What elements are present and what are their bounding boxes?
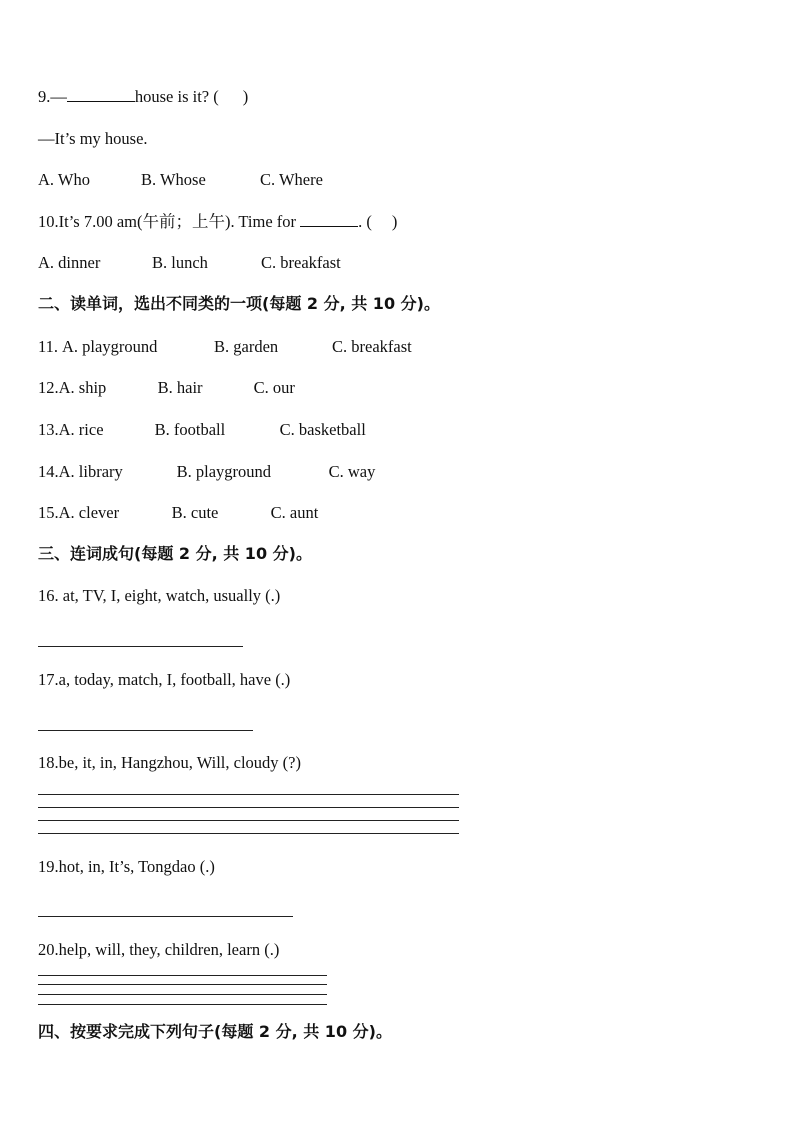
q10-option-b[interactable]: B. lunch xyxy=(152,253,208,272)
question-13 xyxy=(38,420,366,440)
question-18: 18.be, it, in, Hangzhou, Will, cloudy (?) xyxy=(38,753,301,772)
q13-option-b[interactable]: B. football xyxy=(154,420,226,439)
q9-option-c[interactable]: C. Where xyxy=(260,170,323,189)
q9-text: house is it? ( xyxy=(134,87,219,106)
q11-option-c[interactable]: C. breakfast xyxy=(332,337,412,356)
q12-option-a[interactable]: A. ship xyxy=(58,378,107,397)
section-3-title: 三、连词成句(每题 2 分, 共 10 分)。 xyxy=(38,544,312,563)
q20-answer-line[interactable] xyxy=(38,994,327,995)
section-4-title: 四、按要求完成下列句子(每题 2 分, 共 10 分)。 xyxy=(38,1022,392,1041)
q9-response: —It’s my house. xyxy=(38,129,148,148)
question-14 xyxy=(38,462,375,482)
q18-answer-line[interactable] xyxy=(38,807,459,808)
q9-option-b[interactable]: B. Whose xyxy=(141,170,206,189)
q11-number: 11. xyxy=(38,337,59,356)
q20-answer-line[interactable] xyxy=(38,984,327,985)
q10-text: 10.It’s 7.00 am(午前；上午). Time for xyxy=(38,212,297,231)
q19-answer-line[interactable] xyxy=(38,916,293,917)
q12-option-c[interactable]: C. our xyxy=(253,378,295,397)
section-2-title: 二、读单词，选出不同类的一项(每题 2 分, 共 10 分)。 xyxy=(38,294,440,313)
question-11 xyxy=(38,337,412,357)
q18-answer-line[interactable] xyxy=(38,833,459,834)
q15-number: 15. xyxy=(38,503,59,522)
q9-number: 9.— xyxy=(38,87,67,106)
q9-option-a[interactable]: A. Who xyxy=(38,170,90,189)
question-9 xyxy=(38,87,248,107)
q18-answer-line[interactable] xyxy=(38,794,459,795)
q16-answer-line[interactable] xyxy=(38,646,243,647)
q14-option-b[interactable]: B. playground xyxy=(176,462,272,481)
q10-tail: . ( xyxy=(358,212,372,231)
q13-option-a[interactable]: A. rice xyxy=(58,420,104,439)
q13-option-c[interactable]: C. basketball xyxy=(279,420,366,439)
q10-answer-blank[interactable] xyxy=(300,212,358,227)
q12-number: 12. xyxy=(38,378,59,397)
question-20: 20.help, will, they, children, learn (.) xyxy=(38,940,280,959)
q10-options xyxy=(38,253,341,273)
question-15 xyxy=(38,503,318,523)
question-17: 17.a, today, match, I, football, have (.) xyxy=(38,670,291,689)
q15-option-a[interactable]: A. clever xyxy=(58,503,120,522)
q14-number: 14. xyxy=(38,462,59,481)
q15-option-b[interactable]: B. cute xyxy=(171,503,219,522)
q14-option-a[interactable]: A. library xyxy=(58,462,123,481)
q20-answer-line[interactable] xyxy=(38,1004,327,1005)
question-16: 16. at, TV, I, eight, watch, usually (.) xyxy=(38,586,281,605)
q11-option-a[interactable]: A. playground xyxy=(62,337,158,356)
question-12 xyxy=(38,378,295,398)
q10-option-c[interactable]: C. breakfast xyxy=(261,253,341,272)
q9-options xyxy=(38,170,323,190)
question-10 xyxy=(38,212,397,232)
q15-option-c[interactable]: C. aunt xyxy=(270,503,319,522)
q13-number: 13. xyxy=(38,420,59,439)
q11-option-b[interactable]: B. garden xyxy=(214,337,279,356)
q12-option-b[interactable]: B. hair xyxy=(157,378,203,397)
q9-answer-blank[interactable] xyxy=(67,87,135,102)
question-19: 19.hot, in, It’s, Tongdao (.) xyxy=(38,857,215,876)
q17-answer-line[interactable] xyxy=(38,730,253,731)
q10-option-a[interactable]: A. dinner xyxy=(38,253,101,272)
q10-paren-close: ) xyxy=(391,212,398,231)
q20-answer-line[interactable] xyxy=(38,975,327,976)
q9-paren-close: ) xyxy=(242,87,249,106)
q14-option-c[interactable]: C. way xyxy=(328,462,376,481)
q18-answer-line[interactable] xyxy=(38,820,459,821)
